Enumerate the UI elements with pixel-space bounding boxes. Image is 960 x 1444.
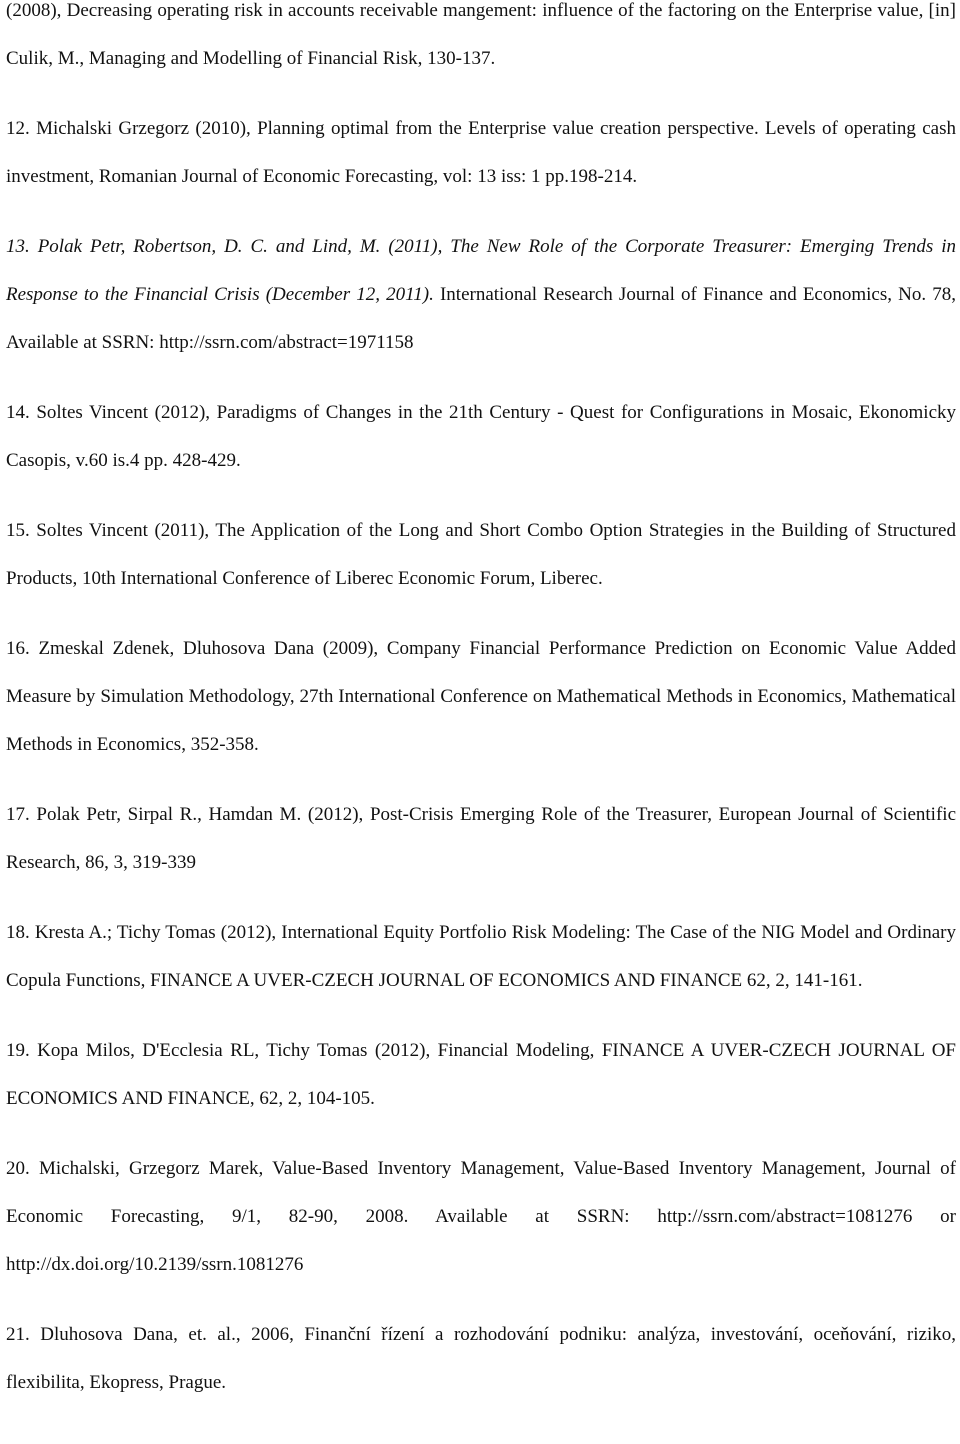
reference-text: 21. Dluhosova Dana, et. al., 2006, Finanční řízení a rozhodování podniku: analýza, investování, oceňování, riziko, flexibilita, Ekopress, Prague. bbox=[6, 1324, 956, 1393]
reference-entry bbox=[6, 791, 956, 887]
reference-text-italic: 13. Polak Petr, Robertson, D. C. and Lind, M. (2011), The New Role of the Corporate Treasurer: Emerging Trends in Response to the Financial Crisis (December 12, 2011). bbox=[6, 236, 956, 305]
reference-text: (2008), Decreasing operating risk in accounts receivable mangement: influence of the factoring on the Enterprise value, [in] Culik, M., Managing and Modelling of Financial Risk, 130-137. bbox=[6, 0, 956, 69]
reference-entry bbox=[6, 1145, 956, 1289]
reference-entry bbox=[6, 105, 956, 201]
reference-text: 16. Zmeskal Zdenek, Dluhosova Dana (2009), Company Financial Performance Prediction on Economic Value Added Measure by Simulation Methodology, 27th International Conference on Mathematical Methods in Economics, Mathematical Methods in Economics, 352-358. bbox=[6, 638, 956, 755]
reference-text: 15. Soltes Vincent (2011), The Application of the Long and Short Combo Option Strategies in the Building of Structured Products, 10th International Conference of Liberec Economic Forum, Liberec. bbox=[6, 520, 956, 589]
reference-entry bbox=[6, 909, 956, 1005]
reference-text: 12. Michalski Grzegorz (2010), Planning optimal from the Enterprise value creation perspective. Levels of operating cash investment, Romanian Journal of Economic Forecasting, vol: 13 iss: 1 pp.198-214. bbox=[6, 118, 956, 187]
reference-text: 18. Kresta A.; Tichy Tomas (2012), International Equity Portfolio Risk Modeling: The Case of the NIG Model and Ordinary Copula Functions, FINANCE A UVER-CZECH JOURNAL OF ECONOMICS AND FINANCE 62, 2, 141-161. bbox=[6, 922, 956, 991]
reference-entry bbox=[6, 389, 956, 485]
reference-entry bbox=[6, 223, 956, 367]
reference-text: International Research Journal of Finance and Economics, No. 78, Available at SSRN: http://ssrn.com/abstract=1971158 bbox=[6, 284, 956, 353]
reference-entry bbox=[6, 1027, 956, 1123]
reference-list bbox=[6, 0, 956, 1407]
reference-entry bbox=[6, 0, 956, 83]
reference-entry bbox=[6, 1311, 956, 1407]
reference-text: 14. Soltes Vincent (2012), Paradigms of Changes in the 21th Century - Quest for Configurations in Mosaic, Ekonomicky Casopis, v.60 is.4 pp. 428-429. bbox=[6, 402, 956, 471]
reference-text: 19. Kopa Milos, D'Ecclesia RL, Tichy Tomas (2012), Financial Modeling, FINANCE A UVER-CZECH JOURNAL OF ECONOMICS AND FINANCE, 62, 2, 104-105. bbox=[6, 1040, 956, 1109]
reference-text: 17. Polak Petr, Sirpal R., Hamdan M. (2012), Post-Crisis Emerging Role of the Treasurer, European Journal of Scientific Research, 86, 3, 319-339 bbox=[6, 804, 956, 873]
reference-entry bbox=[6, 625, 956, 769]
reference-entry bbox=[6, 507, 956, 603]
reference-text: 20. Michalski, Grzegorz Marek, Value-Based Inventory Management, Value-Based Inventory Management, Journal of Economic Forecasting, 9/1, 82-90, 2008. Available at SSRN: http://ssrn.com/abstract=1081276 or http://dx.doi.org/10.2139/ssrn.1081276 bbox=[6, 1158, 956, 1275]
